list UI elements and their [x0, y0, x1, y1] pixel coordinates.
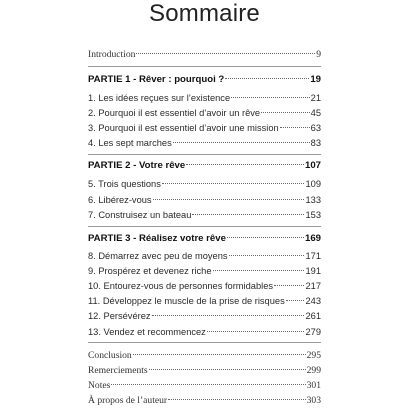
- toc-entry-chapter-7[interactable]: [88, 208, 321, 222]
- dot-leader: [149, 369, 306, 370]
- toc-entry-label: 1. Les idées reçues sur l’existence: [88, 93, 231, 103]
- dot-leader: [136, 53, 315, 54]
- toc-entry-label: 3. Pourquoi il est essentiel d’avoir une mission: [88, 123, 279, 133]
- toc-entry-page: 169: [304, 233, 321, 244]
- toc-entry-chapter-10[interactable]: [88, 279, 321, 293]
- toc-entry-chapter-9[interactable]: [88, 264, 321, 278]
- toc-entry-chapter-12[interactable]: [88, 309, 321, 323]
- toc-entry-label: 8. Démarrez avec peu de moyens: [88, 251, 228, 261]
- dot-leader: [133, 354, 306, 355]
- toc-entry-label: PARTIE 1 - Rêver : pourquoi ?: [88, 74, 225, 85]
- toc-entry-page: 303: [306, 395, 321, 406]
- toc-entry-label: 6. Libérez-vous: [88, 195, 152, 205]
- dot-leader: [213, 270, 305, 271]
- toc-entry-partie-1[interactable]: [88, 73, 321, 87]
- toc-entry-chapter-3[interactable]: [88, 121, 321, 135]
- toc-entry-page: 19: [310, 74, 321, 85]
- toc-entry-page: 83: [310, 138, 321, 148]
- toc-entry-label: PARTIE 2 - Votre rêve: [88, 160, 186, 171]
- toc-entry-page: 133: [305, 195, 321, 205]
- toc-entry-label: 11. Développez le muscle de la prise de risques: [88, 296, 285, 306]
- toc-entry-notes[interactable]: [88, 379, 321, 393]
- toc-entry-chapter-6[interactable]: [88, 193, 321, 207]
- dot-leader: [274, 285, 304, 286]
- toc-entry-page: 295: [306, 350, 321, 361]
- toc-entry-label: PARTIE 3 - Réalisez votre rêve: [88, 233, 226, 244]
- section-divider: [88, 154, 321, 155]
- dot-leader: [225, 78, 309, 79]
- dot-leader: [162, 183, 305, 184]
- toc-entry-page: 171: [305, 251, 321, 261]
- toc-entry-page: 243: [305, 296, 321, 306]
- toc-entry-introduction[interactable]: [88, 48, 321, 62]
- dot-leader: [286, 300, 305, 301]
- toc-entry-page: 107: [304, 160, 321, 171]
- toc-entry-label: Remerciements: [88, 365, 148, 376]
- dot-leader: [152, 315, 305, 316]
- dot-leader: [168, 399, 305, 400]
- toc-entry-chapter-5[interactable]: [88, 177, 321, 191]
- toc-entry-label: 12. Persévérez: [88, 311, 151, 321]
- dot-leader: [186, 164, 304, 165]
- toc-entry-page: 261: [305, 311, 321, 321]
- toc-entry-label: 5. Trois questions: [88, 179, 161, 189]
- toc-entry-page: 109: [305, 179, 321, 189]
- dot-leader: [207, 331, 305, 332]
- toc-entry-partie-3[interactable]: [88, 232, 321, 246]
- section-divider: [88, 226, 321, 227]
- toc-entry-chapter-1[interactable]: [88, 91, 321, 105]
- dot-leader: [173, 142, 310, 143]
- toc-entry-page: 191: [305, 266, 321, 276]
- toc-entry-partie-2[interactable]: [88, 159, 321, 173]
- toc-entry-chapter-13[interactable]: [88, 325, 321, 339]
- dot-leader: [229, 255, 305, 256]
- dot-leader: [280, 127, 310, 128]
- dot-leader: [153, 199, 305, 200]
- toc-entry-label: Notes: [88, 380, 111, 391]
- toc-entry-label: 2. Pourquoi il est essentiel d’avoir un rêve: [88, 108, 261, 118]
- toc-entry-chapter-2[interactable]: [88, 106, 321, 120]
- toc-entry-page: 21: [310, 93, 321, 103]
- page-title: Sommaire: [149, 0, 260, 27]
- toc-entry-remerciements[interactable]: [88, 364, 321, 378]
- toc-entry-conclusion[interactable]: [88, 349, 321, 363]
- toc-entry-page: 299: [306, 365, 321, 376]
- section-divider: [88, 342, 321, 343]
- dot-leader: [192, 214, 304, 215]
- toc-entry-label: À propos de l’auteur: [88, 395, 168, 406]
- toc-entry-label: Conclusion: [88, 350, 132, 361]
- toc-entry-label: 10. Entourez-vous de personnes formidables: [88, 281, 274, 291]
- toc-entry-page: 279: [305, 327, 321, 337]
- toc-entry-label: 4. Les sept marches: [88, 138, 172, 148]
- toc-entry-page: 9: [316, 49, 321, 60]
- section-divider: [88, 66, 321, 67]
- toc-entry-a-propos[interactable]: [88, 394, 321, 408]
- toc-entry-page: 301: [306, 380, 321, 391]
- dot-leader: [111, 384, 305, 385]
- toc-entry-label: 7. Construisez un bateau: [88, 210, 192, 220]
- toc-entry-chapter-11[interactable]: [88, 294, 321, 308]
- toc-entry-chapter-8[interactable]: [88, 249, 321, 263]
- toc-entry-page: 217: [305, 281, 321, 291]
- dot-leader: [261, 112, 310, 113]
- toc-entry-page: 63: [310, 123, 321, 133]
- toc-entry-label: 9. Prospérez et devenez riche: [88, 266, 212, 276]
- toc-entry-label: Introduction: [88, 49, 136, 60]
- dot-leader: [227, 237, 304, 238]
- toc-entry-page: 153: [305, 210, 321, 220]
- toc-entry-chapter-4[interactable]: [88, 136, 321, 150]
- toc-entry-page: 45: [310, 108, 321, 118]
- dot-leader: [231, 97, 310, 98]
- toc-entry-label: 13. Vendez et recommencez: [88, 327, 206, 337]
